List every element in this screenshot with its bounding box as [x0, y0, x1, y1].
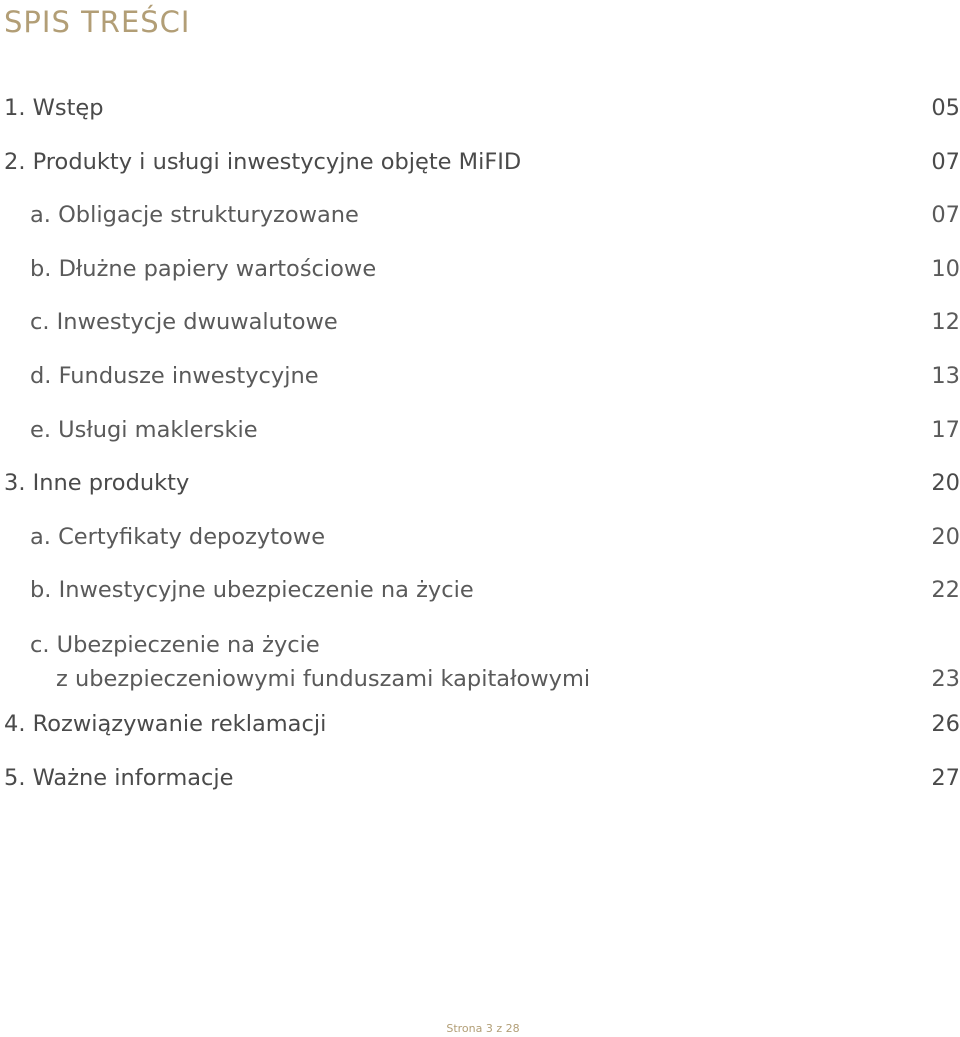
toc-entry-label: a. Certyfikaty depozytowe	[30, 523, 326, 550]
toc-entry-wstep[interactable]	[0, 82, 960, 136]
page-number-footer: Strona 3 z 28	[446, 1022, 520, 1035]
toc-entry-produkty-mifid[interactable]	[0, 136, 960, 190]
toc-entry-inwestycje-dwuwalutowe[interactable]	[0, 296, 960, 350]
toc-entry-page: 12	[931, 309, 960, 336]
page-title: SPIS TREŚCI	[4, 5, 191, 39]
toc-entry-ubezpieczenie-ufk[interactable]	[0, 618, 960, 710]
toc-entry-obligacje[interactable]	[0, 189, 960, 243]
toc-entry-label: c. Inwestycje dwuwalutowe	[30, 309, 338, 336]
toc-entry-page: 10	[931, 255, 960, 282]
toc-entry-page: 07	[931, 202, 960, 229]
toc-entry-page: 23	[931, 665, 960, 692]
toc-entry-page: 20	[931, 523, 960, 550]
toc-entry-page: 07	[931, 148, 960, 175]
toc-entry-label: e. Usługi maklerskie	[30, 416, 258, 443]
toc-entry-certyfikaty[interactable]	[0, 511, 960, 565]
toc-entry-label: 5. Ważne informacje	[4, 764, 234, 791]
toc-entry-page: 13	[931, 362, 960, 389]
toc-entry-label: 3. Inne produkty	[4, 470, 190, 497]
table-of-contents	[0, 82, 960, 805]
toc-entry-label: a. Obligacje strukturyzowane	[30, 202, 359, 229]
toc-entry-dluzne-papiery[interactable]	[0, 243, 960, 297]
toc-entry-page: 05	[931, 95, 960, 121]
toc-entry-page: 26	[931, 710, 960, 737]
toc-entry-label: 2. Produkty i usługi inwestycyjne objęte MiFID	[4, 148, 522, 175]
toc-entry-label: 1. Wstęp	[4, 95, 104, 121]
toc-entry-page: 17	[931, 416, 960, 443]
toc-entry-fundusze[interactable]	[0, 350, 960, 404]
toc-entry-label	[30, 628, 590, 696]
toc-entry-label: 4. Rozwiązywanie reklamacji	[4, 710, 327, 737]
toc-entry-reklamacje[interactable]	[0, 698, 960, 752]
toc-entry-label-line1: c. Ubezpieczenie na życie	[30, 631, 320, 658]
toc-entry-uslugi-maklerskie[interactable]	[0, 404, 960, 458]
toc-entry-page: 27	[931, 764, 960, 791]
toc-entry-label: b. Inwestycyjne ubezpieczenie na życie	[30, 577, 474, 604]
toc-entry-inne-produkty[interactable]	[0, 457, 960, 511]
toc-entry-label: b. Dłużne papiery wartościowe	[30, 255, 377, 282]
toc-entry-inwestycyjne-ubezpieczenie[interactable]	[0, 564, 960, 618]
toc-entry-label: d. Fundusze inwestycyjne	[30, 362, 319, 389]
toc-entry-wazne-informacje[interactable]	[0, 752, 960, 806]
toc-entry-page: 22	[931, 577, 960, 604]
toc-entry-page: 20	[931, 470, 960, 497]
toc-entry-label-line2: z ubezpieczeniowymi funduszami kapitałowymi	[56, 665, 591, 692]
